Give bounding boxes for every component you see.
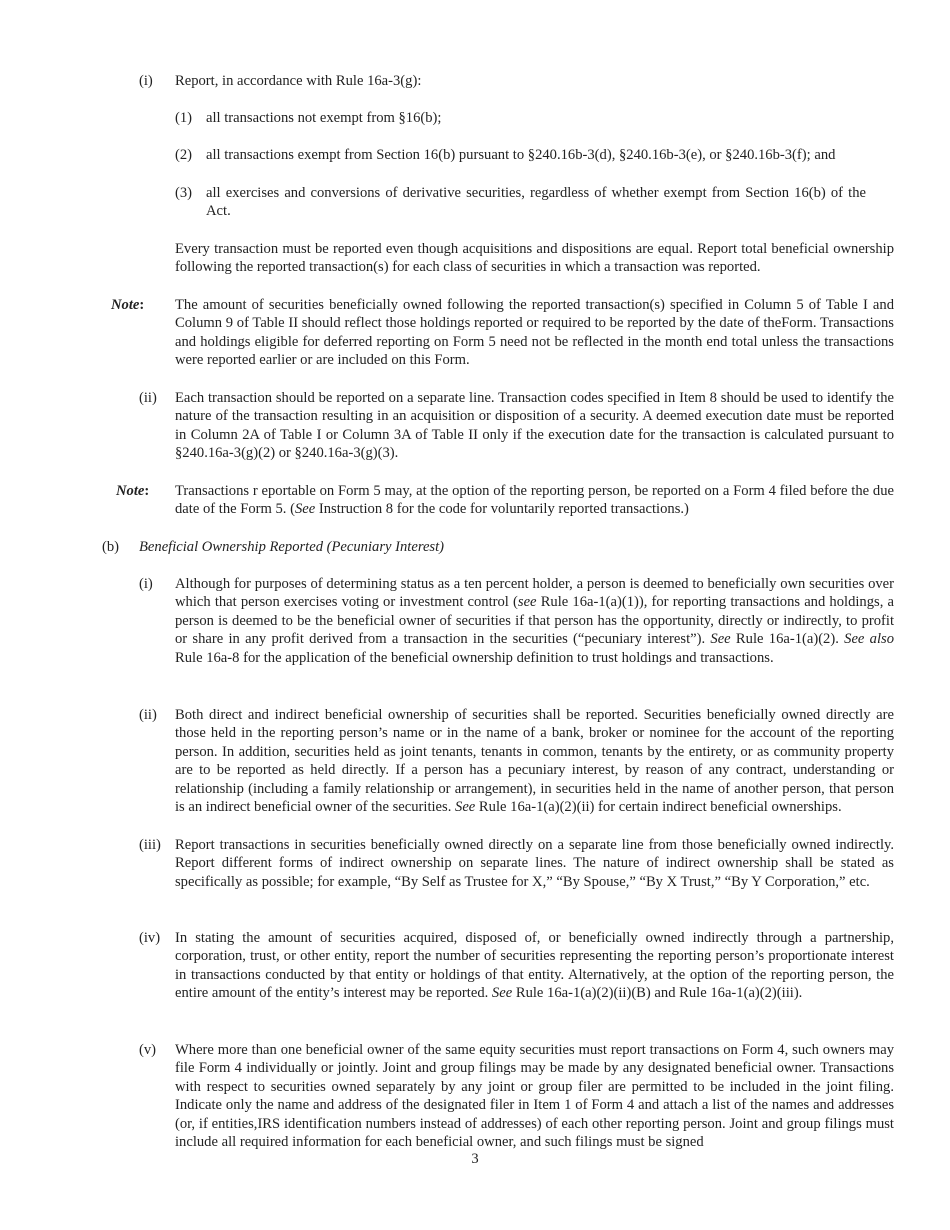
list-item-1-label: (1) (175, 110, 193, 126)
list-item-3-label: (3) (175, 185, 193, 201)
section-b-heading: Beneficial Ownership Reported (Pecuniary Interest) (139, 539, 445, 555)
note-2-text: Transactions r eportable on Form 5 may, at the option of the reporting person, be reported on a Form 4 filed before the due date of the Form 5. (See Instruction 8 for the code for voluntarily reported transactions.) (175, 483, 894, 518)
list-item-2-label: (2) (175, 147, 193, 163)
item-b-ii-label: (ii) (139, 707, 157, 723)
list-item-3-text: all exercises and conversions of derivative securities, regardless of whether exempt from Section 16(b) of the Act. (206, 185, 866, 220)
item-a-i-summary: Every transaction must be reported even though acquisitions and dispositions are equal. Report total beneficial ownership following the reported transaction(s) for each class of securities in which a transaction was reported. (175, 241, 894, 276)
note-1-text: The amount of securities beneficially owned following the reported transaction(s) specified in Column 5 of Table I and Column 9 of Table II should reflect those holdings reported or required to be reported by the date of theForm. Transactions and holdings eligible for deferred reporting on Form 5 need not be reflected in the month end total unless the transactions were reported earlier or are included on this Form. (175, 297, 894, 369)
page-number: 3 (471, 1151, 479, 1167)
item-b-v-label: (v) (139, 1042, 157, 1058)
item-b-ii-text: Both direct and indirect beneficial ownership of securities shall be reported. Securities beneficially owned directly are those held in the reporting person’s name or in the name of a bank, broker or nominee for the account of the reporting person. In addition, securities held as joint tenants, tenants in common, tenants by the entirety, or as community property are to be reported as held directly. If a person has a pecuniary interest, by reason of any contract, understanding or relationship (including a family relationship or arrangement), in securities held in the name of another person, that person is an indirect beneficial owner of the securities. See Rule 16a-1(a)(2)(ii) for certain indirect beneficial ownerships. (175, 707, 894, 816)
note-1-label: Note: (111, 297, 145, 313)
item-b-iv-label: (iv) (139, 930, 161, 946)
item-b-iv-text: In stating the amount of securities acquired, disposed of, or beneficially owned indirectly through a partnership, corporation, trust, or other entity, report the number of securities representing the reporting person’s proportionate interest in transactions conducted by that entity or holdings of that entity. Alternatively, at the option of the reporting person, the entire amount of the entity’s interest may be reported. See Rule 16a-1(a)(2)(ii)(B) and Rule 16a-1(a)(2)(iii). (175, 930, 894, 1002)
list-item-1-text: all transactions not exempt from §16(b); (206, 110, 442, 126)
note-2-label: Note: (116, 483, 150, 499)
list-item-2-text: all transactions exempt from Section 16(b) pursuant to §240.16b-3(d), §240.16b-3(e), or §240.16b-3(f); and (206, 147, 836, 163)
section-b-label: (b) (102, 539, 120, 555)
item-b-i-label: (i) (139, 576, 153, 592)
item-a-i-intro: Report, in accordance with Rule 16a-3(g): (175, 73, 422, 89)
item-a-i-label: (i) (139, 73, 153, 89)
item-b-iii-text: Report transactions in securities beneficially owned directly on a separate line from those beneficially owned indirectly. Report different forms of indirect ownership on separate lines. The nature of indirect ownership shall be stated as specifically as possible; for example, “By Self as Trustee for X,” “By Spouse,” “By X Trust,” “By Y Corporation,” etc. (175, 837, 894, 890)
item-b-i-text: Although for purposes of determining status as a ten percent holder, a person is deemed to beneficially own securities over which that person exercises voting or investment control (see Rule 16a-1(a)(1)), for reporting transactions and holdings, a person is deemed to be the beneficial owner of securities if that person has the opportunity, directly or indirectly, to profit or share in any profit derived from a transaction in the securities (“pecuniary interest”). See Rule 16a-1(a)(2). See also Rule 16a-8 for the application of the beneficial ownership definition to trust holdings and transactions. (175, 576, 894, 666)
item-a-ii-text: Each transaction should be reported on a separate line. Transaction codes specified in Item 8 should be used to identify the nature of the transaction resulting in an acquisition or disposition of a security. A deemed execution date must be reported in Column 2A of Table I or Column 3A of Table II only if the execution date for the transaction is calculated pursuant to §240.16a-3(g)(2) or §240.16a-3(g)(3). (175, 390, 894, 462)
item-b-iii-label: (iii) (139, 837, 161, 853)
item-a-ii-label: (ii) (139, 390, 157, 406)
item-b-v-text: Where more than one beneficial owner of the same equity securities must report transactions on Form 4, such owners may file Form 4 individually or jointly. Joint and group filings may be made by any designated beneficial owner. Transactions with respect to securities owned separately by any joint or group filer are permitted to be included in the joint filing. Indicate only the name and address of the designated filer in Item 1 of Form 4 and attach a list of the names and addresses (or, if entities,IRS identification numbers instead of addresses) of each other reporting person. Joint and group filings must include all required information for each beneficial owner, and such filings must be signed (175, 1042, 894, 1151)
